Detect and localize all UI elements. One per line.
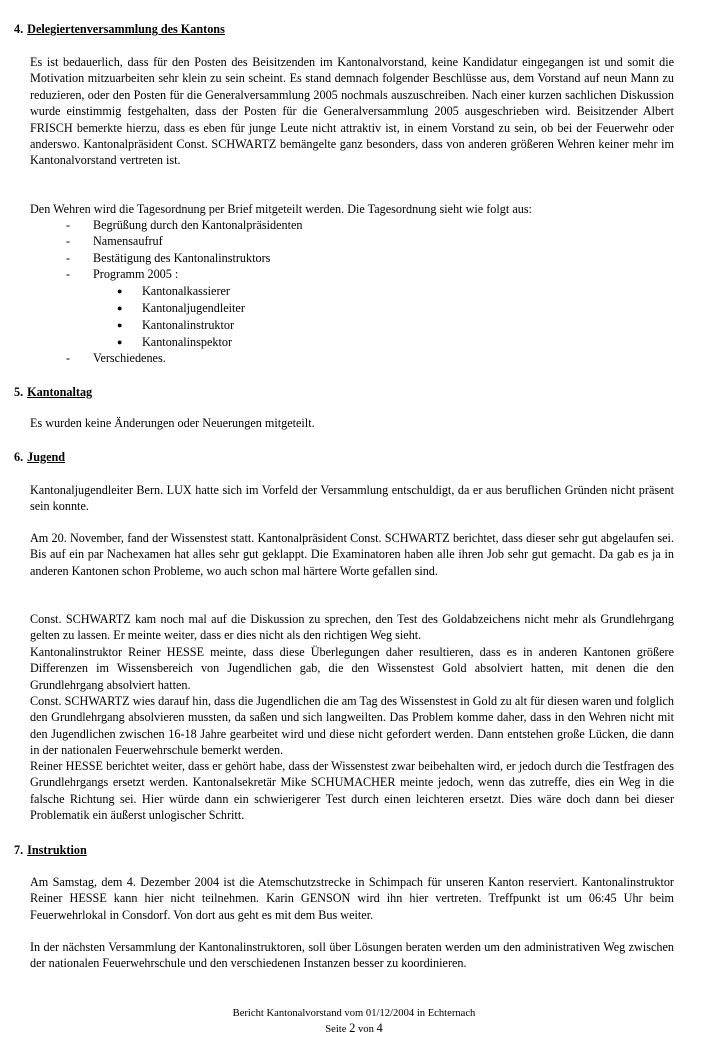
dash-marker: - xyxy=(66,351,71,365)
section-title: Jugend xyxy=(27,450,66,464)
program-item: ● Kantonaljugendleiter xyxy=(117,301,245,315)
section-heading-5 xyxy=(14,384,92,400)
agenda-item: - Begrüßung durch den Kantonalpräsidenten xyxy=(66,218,303,232)
section-title: Delegiertenversammlung des Kantons xyxy=(27,22,225,36)
agenda-item: - Bestätigung des Kantonalinstruktors xyxy=(66,251,271,265)
program-item: ● Kantonalinstruktor xyxy=(117,318,235,332)
section-heading-6 xyxy=(14,449,65,465)
section-6-paragraph: Const. SCHWARTZ wies darauf hin, dass die Jugendlichen die am Tag des Wissenstest in Gold zu alt für diesen waren und folglich den Grundlehrgang absolvieren mussten, da saßen und sich langweilten. Das Problem komme daher, dass in den Wehren nicht mit den Jugendlichen zwischen 16-18 Jahre gearbeitet wird und diese nicht gefordert werden. Dann entstehen große Lücken, die dann in der nationalen Feuerwehrschule bemerkt werden. xyxy=(30,694,674,758)
section-6-paragraph: Am 20. November, fand der Wissenstest statt. Kantonalpräsident Const. SCHWARTZ berichtet, dass dieser sehr gut abgelaufen sei. Bis auf ein par Nachexamen hat alles sehr gut geklappt. Die Examinatoren haben alle ihren Job sehr gut gemacht. Da gab es ja in anderen Kantonen schon Probleme, wo auch schon mal härtere Worte gefallen sind. xyxy=(30,531,674,578)
agenda-item: - Programm 2005 : xyxy=(66,267,179,281)
section-number: 6. xyxy=(14,450,24,464)
section-7-paragraph: In der nächsten Versammlung der Kantonalinstruktoren, soll über Lösungen beraten werden um den administrativen Weg zwischen der nationalen Feuerwehrschule und den verschiedenen Instanzen besser zu koordinieren. xyxy=(30,940,674,971)
section-6-paragraph: Kantonaljugendleiter Bern. LUX hatte sich im Vorfeld der Versammlung entschuldigt, da er aus beruflichen Gründen nicht präsent sein konnte. xyxy=(30,483,674,514)
section-title: Instruktion xyxy=(27,843,87,857)
agenda-intro: Den Wehren wird die Tagesordnung per Brief mitgeteilt werden. Die Tagesordnung sieht wie folgt aus: xyxy=(30,202,532,216)
section-number: 5. xyxy=(14,385,24,399)
section-6-paragraph: Const. SCHWARTZ kam noch mal auf die Diskussion zu sprechen, den Test des Goldabzeichens nicht mehr als Grundlehrgang gelten zu lassen. Er meinte weiter, dass er dies nicht als den richtigen Weg sieht. xyxy=(30,612,674,643)
section-6-paragraph: Kantonalinstruktor Reiner HESSE meinte, dass diese Überlegungen daher resultieren, dass es in anderen Kantonen größere Differenzen im Wissensbereich von Jugendlichen gab, die den Wissenstest Gold absolviert hatten, mit denen die den Grundlehrgang absolviert hatten. xyxy=(30,645,674,692)
bullet-icon: ● xyxy=(117,320,123,330)
dash-marker: - xyxy=(66,234,71,248)
section-title: Kantonaltag xyxy=(27,385,93,399)
section-6-paragraph: Reiner HESSE berichtet weiter, dass er gehört habe, dass der Wissenstest zwar beibehalten wird, er jedoch durch die Testfragen des Grundlehrgangs ersetzt werden. Kantonalsekretär Mike SCHUMACHER meinte jedoch, wenn das zutreffe, dies ein Weg in die falsche Richtung sei. Hier würde dann ein schwierigerer Test durch einen leichteren ersetzt. Dies wäre doch dann bei dieser Problematik ein äußerst unlogischer Schritt. xyxy=(30,759,674,823)
total-pages: 4 xyxy=(376,1021,383,1035)
section-4-paragraph: Es ist bedauerlich, dass für den Posten des Beisitzenden im Kantonalvorstand, keine Kandidatur eingegangen ist und somit die Motivation mitzuarbeiten sehr klein zu sein scheint. Es stand demnach folgender Beschlüsse aus, dem Vorstand auf neun Mann zu reduzieren, oder den Posten für die Generalversammlung 2005 nochmals auszuschreiben. Nach einer kurzen sachlichen Diskussion wurde einstimmig festgehalten, dass der Posten für die Generalversammlung 2005 ausgeschrieben wird. Beisitzender Albert FRISCH bemerkte hierzu, dass es eben für junge Leute nicht attraktiv ist, in einem Vorstand zu sein, ob bei der Feuerwehr oder anderswo. Kantonalpräsident Const. SCHWARTZ bemängelte ganz besonders, dass von anderen größeren Wehren keiner mehr im Kantonalvorstand vertreten ist. xyxy=(30,55,674,168)
section-7-paragraph: Am Samstag, dem 4. Dezember 2004 ist die Atemschutzstrecke in Schimpach für unseren Kanton reserviert. Kantonalinstruktor Reiner HESSE kann hier nicht teilnehmen. Karin GENSON wird ihn hier vertreten. Treffpunkt ist um 06:45 Uhr beim Feuerwehrlokal in Consdorf. Von dort aus geht es mit dem Bus weiter. xyxy=(30,875,674,922)
program-item: ● Kantonalkassierer xyxy=(117,284,230,298)
dash-marker: - xyxy=(66,251,71,265)
section-heading-7 xyxy=(14,842,87,858)
section-number: 7. xyxy=(14,843,24,857)
dash-marker: - xyxy=(66,267,71,281)
section-5-paragraph: Es wurden keine Änderungen oder Neuerungen mitgeteilt. xyxy=(30,416,315,430)
section-heading-4 xyxy=(14,21,225,37)
bullet-icon: ● xyxy=(117,337,123,347)
agenda-item: - Namensaufruf xyxy=(66,234,163,248)
dash-marker: - xyxy=(66,218,71,232)
section-number: 4. xyxy=(14,22,24,36)
bullet-icon: ● xyxy=(117,303,123,313)
bullet-icon: ● xyxy=(117,286,123,296)
footer-report-line: Bericht Kantonalvorstand vom 01/12/2004 in Echternach xyxy=(232,1008,476,1019)
program-item: ● Kantonalinspektor xyxy=(117,335,233,349)
current-page: 2 xyxy=(349,1021,356,1035)
footer-page-number: Seite 2 von 4 xyxy=(325,1021,383,1035)
agenda-item: - Verschiedenes. xyxy=(66,351,166,365)
